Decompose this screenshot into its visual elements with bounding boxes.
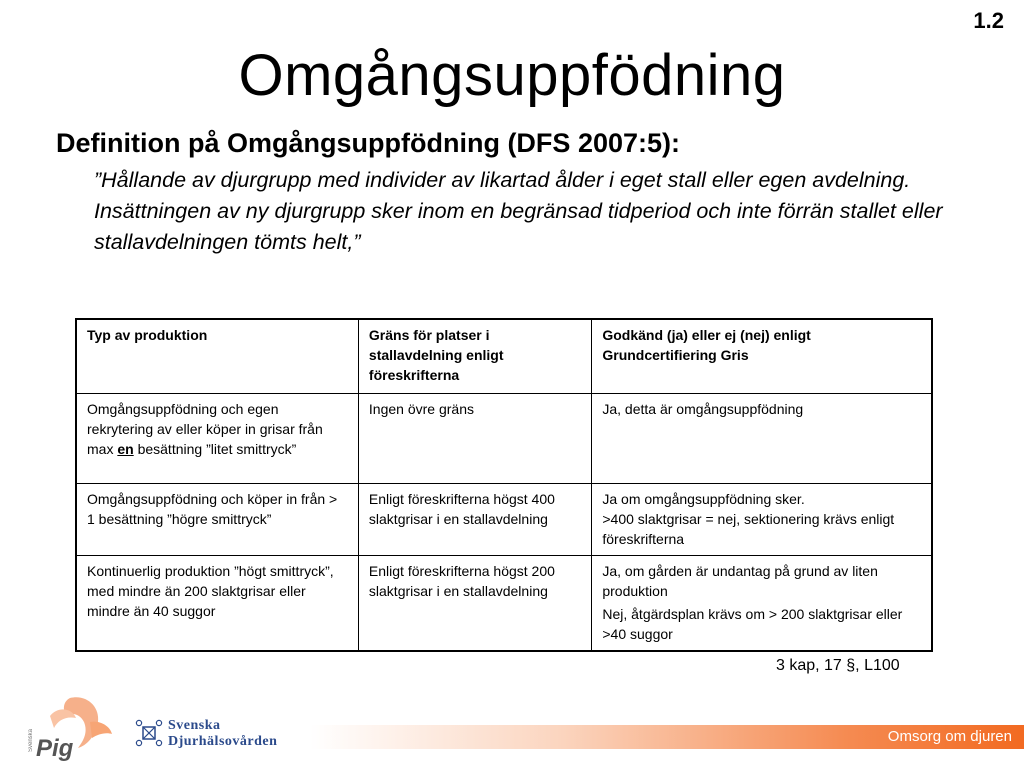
cell-limit: Ingen övre gräns	[358, 394, 591, 484]
slide-number: 1.2	[973, 8, 1004, 33]
cell-approved	[592, 394, 932, 484]
pig-logo-prefix: Svenska	[28, 728, 34, 752]
page-title: Omgångsuppfödning	[238, 43, 786, 108]
cell-approved	[592, 556, 932, 652]
definition-text: ”Hållande av djurgrupp med individer av likartad ålder i eget stall eller egen avdelning. Insättningen av ny djurgrupp sker inom en begränsad tidperiod och inte förrän stallet eller stallavdelningen tömts helt,”	[94, 168, 943, 254]
cell-production-type: Kontinuerlig produktion ”högt smittryck”, med mindre än 200 slaktgrisar eller mindre än 40 suggor	[76, 556, 358, 652]
cell-paragraph: Ja, om gården är undantag på grund av liten produktion	[602, 563, 878, 599]
table-row	[76, 556, 932, 652]
svd-logo-line1: Svenska	[168, 718, 221, 733]
svd-logo-icon	[134, 718, 164, 748]
pig-logo-icon	[28, 692, 128, 762]
pig-logo	[28, 692, 128, 762]
production-table	[75, 318, 933, 652]
cell-paragraph: >400 slaktgrisar = nej, sektionering krävs enligt föreskrifterna	[602, 511, 895, 547]
footer-tagline: Omsorg om djuren	[887, 728, 1012, 745]
emphasis-text: en	[117, 441, 134, 457]
definition-heading: Definition på Omgångsuppfödning (DFS 2007:5):	[56, 128, 680, 158]
table-row	[76, 394, 932, 484]
svd-logo	[134, 714, 310, 754]
header-limit: Gräns för platser i stallavdelning enligt föreskrifterna	[358, 319, 591, 394]
cell-paragraph: Ja om omgångsuppfödning sker.	[602, 491, 805, 507]
cell-paragraph: Nej, åtgärdsplan krävs om > 200 slaktgrisar eller >40 suggor	[602, 606, 903, 642]
svd-logo-line2: Djurhälsovården	[168, 734, 278, 749]
cell-approved	[592, 484, 932, 556]
footer-bar	[310, 725, 1024, 749]
cell-limit: Enligt föreskrifterna högst 400 slaktgrisar i en stallavdelning	[358, 484, 591, 556]
cell-text: Omgångsuppfödning och egen rekrytering av eller köper in grisar från max	[87, 401, 323, 457]
header-production-type: Typ av produktion	[76, 319, 358, 394]
cell-limit: Enligt föreskrifterna högst 200 slaktgrisar i en stallavdelning	[358, 556, 591, 652]
cell-production-type	[76, 394, 358, 484]
svd-logo-text	[168, 718, 277, 750]
table-header-row	[76, 319, 932, 394]
cell-production-type: Omgångsuppfödning och köper in från > 1 besättning ”högre smittryck”	[76, 484, 358, 556]
pig-logo-text: Pig	[36, 735, 74, 762]
table-row	[76, 484, 932, 556]
reference-note: 3 kap, 17 §, L100	[776, 657, 900, 674]
cell-text: besättning ”litet smittryck”	[133, 441, 297, 457]
cell-paragraph: Ja, detta är omgångsuppfödning	[602, 401, 804, 417]
header-approved: Godkänd (ja) eller ej (nej) enligt Grundcertifiering Gris	[592, 319, 932, 394]
